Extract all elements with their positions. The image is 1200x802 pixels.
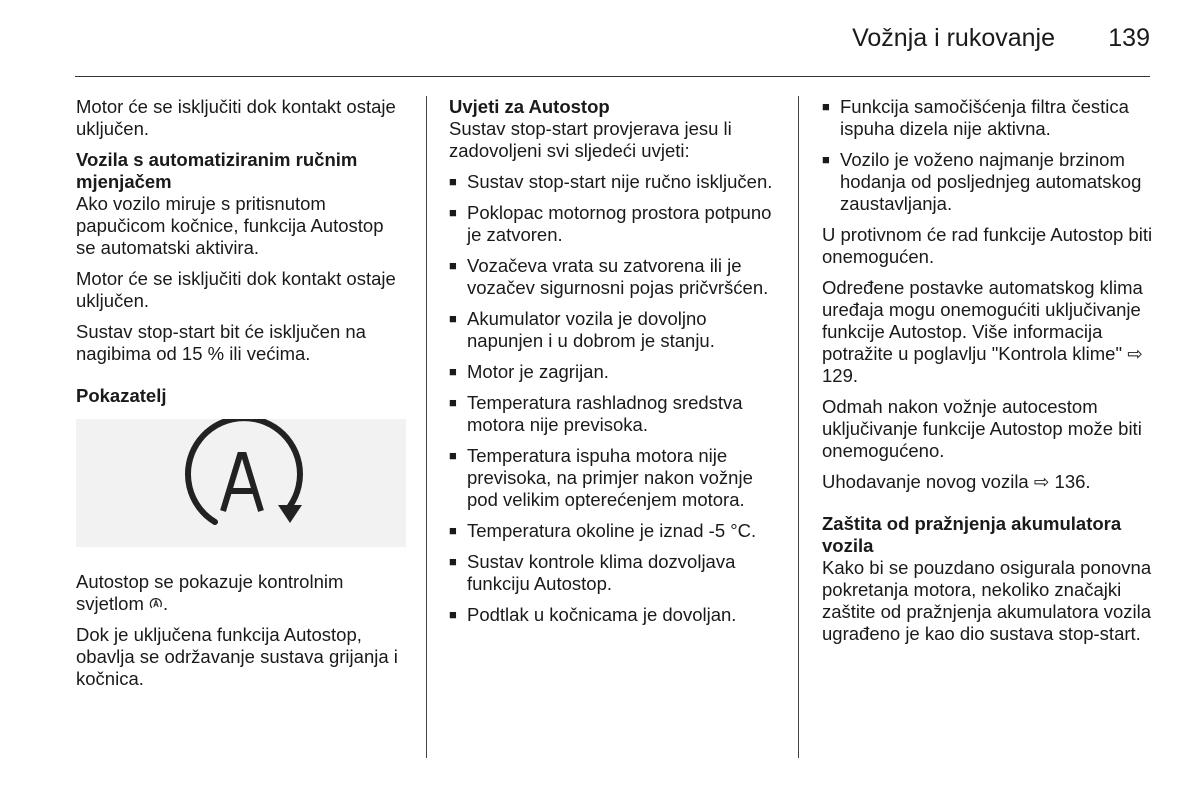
list-item: ■ Temperatura rashladnog sredstva motora nije previsoka. — [449, 392, 743, 435]
conditions-list-continued — [822, 96, 1157, 215]
list-item: ■ Funkcija samočišćenja filtra čestica ispuha dizela nije aktivna. — [822, 96, 1129, 139]
list-item: ■ Sustav kontrole klima dozvoljava funkciju Autostop. — [449, 551, 736, 594]
section-heading: Pokazatelj — [76, 385, 167, 406]
paragraph: Sustav stop-start provjerava jesu li zadovoljeni svi sljedeći uvjeti: — [449, 118, 732, 161]
list-item: ■ Podtlak u kočnicama je dovoljan. — [449, 604, 737, 625]
cross-reference-link[interactable]: 129. — [822, 365, 859, 386]
list-item: ■ Temperatura ispuha motora nije previsoka, na primjer nakon vožnje pod velikim opterećenjem motora. — [449, 445, 753, 510]
section-heading: Uvjeti za Autostop — [449, 96, 610, 117]
cross-reference-arrow-icon: ⇨ — [1127, 343, 1143, 364]
cross-reference-arrow-icon: ⇨ — [1033, 471, 1050, 492]
column-2 — [449, 96, 779, 635]
list-item: ■ Vozilo je voženo najmanje brzinom hodanja od posljednjeg automatskog zaustavljanja. — [822, 149, 1142, 214]
list-item: ■ Temperatura okoline je iznad -5 °C. — [449, 520, 757, 541]
autostop-indicator-icon — [149, 597, 163, 611]
column-3 — [822, 96, 1157, 654]
cross-reference-link[interactable]: 136. — [1054, 471, 1091, 492]
paragraph: Dok je uključena funkcija Autostop, obavlja se održavanje sustava grijanja i kočnica. — [76, 624, 398, 689]
list-item: ■ Akumulator vozila je dovoljno napunjen i u dobrom je stanju. — [449, 308, 715, 351]
indicator-figure — [76, 419, 406, 547]
column-divider — [798, 96, 799, 758]
paragraph: Ako vozilo miruje s pritisnutom papučicom kočnice, funkcija Autostop se automatski aktivira. — [76, 193, 384, 258]
paragraph: Motor će se isključiti dok kontakt ostaje uključen. — [76, 268, 396, 311]
page-header — [75, 0, 1150, 77]
paragraph: Određene postavke automatskog klima uređaja mogu onemogućiti uključivanje funkcije Autostop. Više informacija potražite u poglavlju "Kontrola klime" ⇨ 129. — [822, 277, 1143, 386]
paragraph: Uhodavanje novog vozila ⇨ 136. — [822, 471, 1091, 492]
autostop-a-arrow-icon — [76, 419, 406, 547]
paragraph: Sustav stop-start bit će isključen na nagibima od 15 % ili većima. — [76, 321, 366, 364]
conditions-list — [449, 171, 779, 626]
list-item: ■ Poklopac motornog prostora potpuno je zatvoren. — [449, 202, 772, 245]
section-heading: Zaštita od pražnjenja akumulatora vozila — [822, 513, 1122, 556]
paragraph: Motor će se isključiti dok kontakt ostaje uključen. — [76, 96, 396, 139]
page-title: Vožnja i rukovanje — [852, 24, 1055, 52]
paragraph: Kako bi se pouzdano osigurala ponovna pokretanja motora, nekoliko značajki zaštite od pražnjenja akumulatora vozila ugrađeno je kao dio sustava stop-start. — [822, 557, 1152, 644]
paragraph: Autostop se pokazuje kontrolnim svjetlom . — [76, 571, 344, 614]
column-1 — [76, 96, 406, 699]
list-item: ■ Vozačeva vrata su zatvorena ili je vozačev sigurnosni pojas pričvršćen. — [449, 255, 769, 298]
paragraph: U protivnom će rad funkcije Autostop biti onemogućen. — [822, 224, 1153, 267]
page-number: 139 — [1108, 24, 1150, 52]
list-item: ■ Sustav stop-start nije ručno isključen. — [449, 171, 773, 192]
paragraph: Odmah nakon vožnje autocestom uključivanje funkcije Autostop može biti onemogućeno. — [822, 396, 1142, 461]
column-divider — [426, 96, 427, 758]
list-item: ■ Motor je zagrijan. — [449, 361, 609, 382]
section-heading: Vozila s automatiziranim ručnim mjenjačem — [76, 149, 358, 192]
